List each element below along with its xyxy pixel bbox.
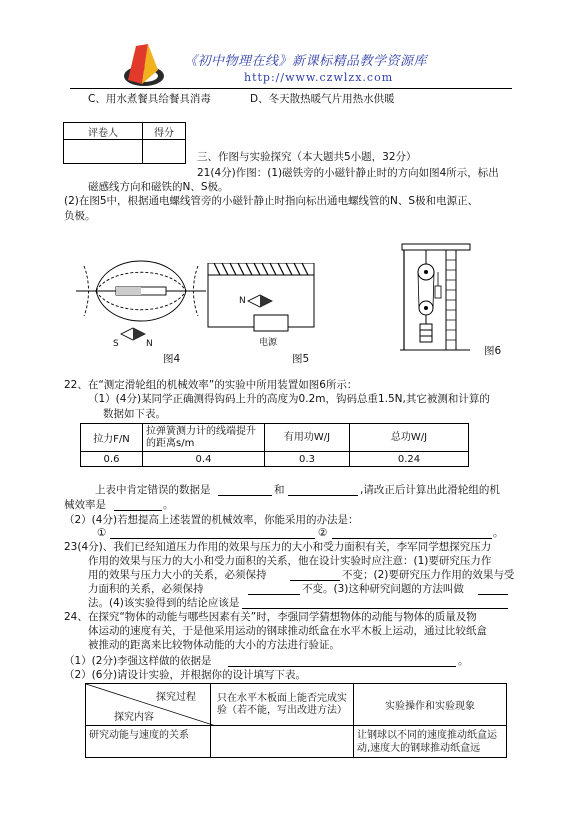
q22-th-total: 总功W/J (350, 424, 469, 452)
figure-4 (76, 246, 206, 356)
fig5-source-label: 电源 (259, 338, 278, 348)
q22-line4b: 和 (274, 484, 285, 496)
q24-th-col2: 只在水平木板面上能否完成实验（若不能，写出改进方法） (211, 684, 354, 726)
q23-line1: 23(4分)、我们已经知道压力作用的效果与压力的大小和受力面积有关，李军同学想探究压力 (64, 541, 492, 553)
q21-line1: 21(4分)作图：(1)磁铁旁的小磁针静止时的方向如图4所示，标出 (197, 167, 499, 179)
q22-blank-efficiency[interactable] (114, 498, 162, 511)
q24-line3: 被推动的距离来比较物体动能的大小的方法进行验证。 (88, 639, 340, 651)
q22-th-force: 拉力F/N (81, 424, 143, 452)
q23-line3b: 不变；(2)要研究压力作用的效果与受 (342, 569, 515, 581)
q22-th-useful: 有用功W/J (265, 424, 350, 452)
q22-val-force: 0.6 (81, 452, 143, 467)
q23-line4a: 力面积的关系，必须保持 (88, 583, 204, 595)
q24-line2: 体运动的速度有关，于是他采用运动的钢球推动纸盒在水平木板上运动，通过比较纸盒 (88, 625, 487, 637)
q22-end-mark: 。 (493, 527, 504, 539)
q22-mark1: ① (97, 527, 107, 539)
option-d: D、冬天散热暖气片用热水供暖 (250, 93, 395, 105)
q23-line4b: 不变。(3)这种研究问题的方法叫做 (302, 583, 464, 595)
q23-blank1[interactable] (290, 568, 340, 581)
q22-mark2: ② (318, 527, 328, 539)
fig5-caption: 图5 (292, 353, 310, 365)
score-box (63, 122, 186, 164)
q23-blank-method[interactable] (478, 582, 508, 595)
q23-line5: 法。(4)该实验得到的结论应该是 (88, 597, 240, 609)
q23-blank-conclusion[interactable] (242, 596, 508, 609)
q22-line4a: 上表中肯定错误的数据是 (95, 484, 211, 496)
header-url[interactable]: http://www.czwlzx.com (244, 71, 394, 84)
fig6-caption: 图6 (484, 345, 502, 357)
figure-6 (398, 242, 478, 352)
q22-blank2[interactable] (288, 483, 358, 496)
fig4-n-label: N (146, 339, 153, 349)
option-c: C、用水煮餐具给餐具消毒 (88, 93, 211, 105)
q22-line5-end: 。 (163, 499, 174, 511)
q24-line4-end: 。 (458, 655, 469, 667)
q22-line6: （2）(4分)若想提高上述装置的机械效率，你能采用的办法是： (64, 514, 359, 526)
fig5-n-label: N (239, 296, 246, 306)
q24-row1-col3: 让钢球以不同的速度推动纸盒运动,速度大的钢球推动纸盒远 (354, 726, 507, 758)
q24-table (85, 683, 507, 758)
q21-line2: 磁感线方向和磁铁的N、S极。 (88, 181, 229, 193)
q21-line3: (2)在图5中，根据通电螺线管旁的小磁针静止时指向标出通电螺线管的N、S极和电源正、 (64, 195, 479, 207)
q22-blank-method2[interactable] (332, 526, 492, 539)
header-title: 《初中物理在线》新课标精品教学资源库 (184, 54, 428, 69)
q22-line4c: ,请改正后计算出此滑轮组的机 (360, 484, 500, 496)
section3-title: 三、作图与实验探究（本大题共5小题，32分） (197, 151, 417, 163)
q22-blank-method1[interactable] (110, 526, 315, 539)
q22-val-distance: 0.4 (143, 452, 265, 467)
q24-line1: 24、在探究“物体的动能与哪些因素有关”时，李强同学猜想物体的动能与物体的质量及物 (64, 611, 477, 623)
q22-line3: 数据如下表。 (103, 408, 166, 420)
q23-line2: 作用的效果与压力的大小和受力面积的关系，他在设计实验时应注意：(1)要研究压力作 (88, 555, 492, 567)
q21-line4: 负极。 (64, 210, 96, 222)
q24-line4: （1）(2分)李强这样做的依据是 (64, 655, 212, 667)
q22-line2: （1）(4分)某同学正确测得钩码上升的高度为0.2m，钩码总重1.5N,其它被测和计算的 (88, 393, 490, 405)
score-label: 得分 (143, 123, 186, 140)
q24-th-col3: 实验操作和实验现象 (354, 684, 507, 726)
header-logo (118, 40, 166, 92)
q22-th-distance: 拉弹簧测力计的线端提升的距离s/m (143, 424, 265, 452)
q22-val-total: 0.24 (350, 452, 469, 467)
q22-val-useful: 0.3 (265, 452, 350, 467)
q24-th-process: 探究过程 (156, 692, 196, 703)
q24-th-diagonal (86, 684, 211, 726)
header-rule (70, 88, 512, 89)
q23-blank2[interactable] (248, 582, 300, 595)
q24-th-content: 探究内容 (114, 712, 154, 723)
q22-blank1[interactable] (218, 483, 272, 496)
q24-blank-basis[interactable] (228, 654, 456, 667)
grader-cell[interactable] (64, 140, 143, 164)
score-cell[interactable] (143, 140, 186, 164)
q22-table (80, 423, 469, 467)
grader-label: 评卷人 (64, 123, 143, 140)
q22-line5: 械效率是 (64, 499, 106, 511)
q23-line3a: 用的效果与压力大小的关系，必须保持 (88, 569, 267, 581)
q24-line5: （2）(6分)请设计实验，并根据你的设计填写下表。 (64, 669, 307, 681)
q24-row1-col1: 研究动能与速度的关系 (86, 726, 211, 758)
fig4-s-label: S (113, 339, 119, 349)
q22-line1: 22、在“测定滑轮组的机械效率”的实验中所用装置如图6所示： (64, 379, 358, 391)
fig4-caption: 图4 (163, 353, 181, 365)
q24-row1-col2[interactable] (211, 726, 354, 758)
